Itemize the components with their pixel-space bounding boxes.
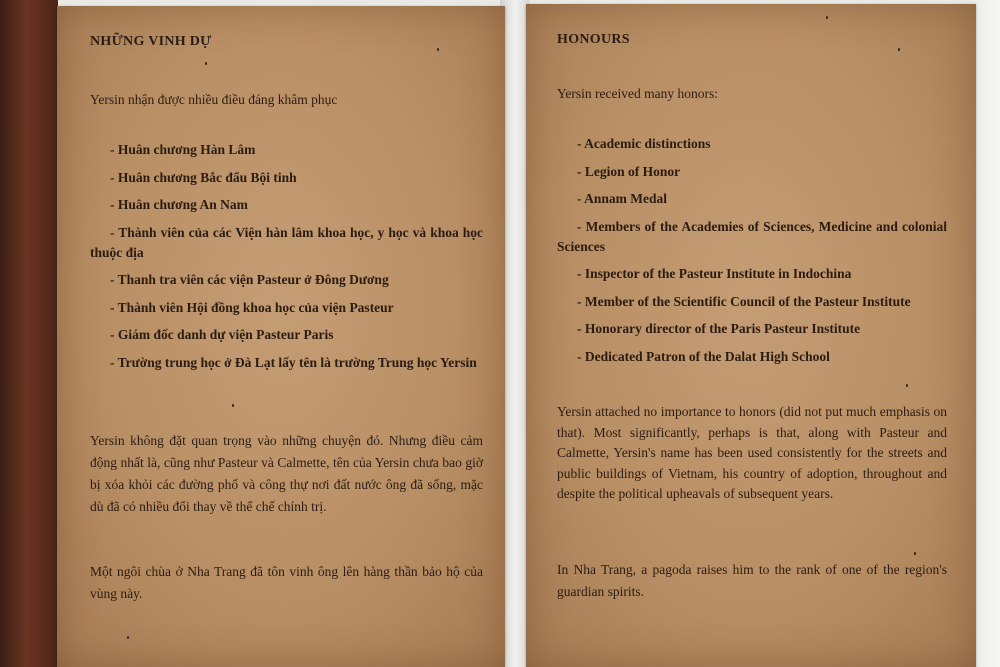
sheet-paragraph: In Nha Trang, a pagoda raises him to the rank of one of the region's guardian spirits.	[557, 562, 947, 599]
paper-speck	[914, 552, 916, 555]
paper-speck	[906, 384, 908, 387]
list-item: - Legion of Honor	[577, 163, 681, 179]
honours-list	[557, 134, 947, 374]
list-item: - Member of the Scientific Council of the Pasteur Institute	[577, 293, 911, 309]
sheet-paragraph: Một ngôi chùa ở Nha Trang đã tôn vinh ông lên hàng thần bảo hộ của vùng này.	[90, 564, 483, 601]
list-item: - Huân chương Hàn Lâm	[110, 142, 256, 157]
paper-speck	[826, 16, 828, 19]
list-item: - Inspector of the Pasteur Institute in Indochina	[577, 266, 852, 281]
list-item: - Huân chương Bắc đẩu Bội tinh	[110, 169, 297, 185]
list-item: - Thành viên của các Viện hàn lâm khoa học, y học và khoa học thuộc địa	[90, 224, 483, 260]
paper-speck	[232, 404, 234, 407]
sheet-intro: Yersin received many honors:	[557, 86, 718, 101]
wooden-wall-edge	[0, 0, 58, 667]
sheet-heading: NHỮNG VINH DỰ	[90, 34, 212, 49]
list-item: - Thanh tra viên các viện Pasteur ở Đông Dương	[110, 272, 389, 287]
paper-speck	[127, 636, 129, 639]
english-honours-sheet	[526, 4, 976, 667]
paper-speck	[437, 48, 439, 51]
vietnamese-honours-sheet	[57, 6, 505, 667]
sheet-paragraph: Yersin không đặt quan trọng vào những chuyện đó. Nhưng điều cảm động nhất là, cũng như Pasteur và Calmette, tên của Yersin chưa bao giờ bị xóa khỏi các đường phố và công thự nơi đất nước ông đã sống, mặc dù đã có nhiều đổi thay về thể chế chính trị.	[90, 433, 483, 514]
list-item: - Huân chương An Nam	[110, 197, 248, 212]
list-item: - Giám đốc danh dự viện Pasteur Paris	[110, 327, 334, 342]
list-item: - Academic distinctions	[577, 136, 711, 151]
paper-speck	[898, 48, 900, 51]
list-item: - Members of the Academies of Sciences, Medicine and colonial Sciences	[557, 218, 947, 254]
sheet-paragraph: Yersin attached no importance to honors (did not put much emphasis on that). Most significantly, perhaps is that, along with Pasteur and Calmette, Yersin's name has been used consistently for the streets and public buildings of Vietnam, his country of adoption, throughout and despite the political upheavals of subsequent years.	[557, 404, 947, 501]
list-item: - Trường trung học ở Đà Lạt lấy tên là trường Trung học Yersin	[110, 354, 477, 370]
paper-speck	[205, 62, 207, 65]
honours-list	[90, 140, 483, 380]
sheet-intro: Yersin nhận được nhiều điều đáng khâm phục	[90, 92, 338, 107]
list-item: - Dedicated Patron of the Dalat High School	[577, 348, 830, 364]
list-item: - Annam Medal	[577, 191, 668, 206]
list-item: - Honorary director of the Paris Pasteur Institute	[577, 321, 861, 336]
sheet-heading: HONOURS	[557, 32, 630, 47]
list-item: - Thành viên Hội đồng khoa học của viện Pasteur	[110, 299, 394, 315]
